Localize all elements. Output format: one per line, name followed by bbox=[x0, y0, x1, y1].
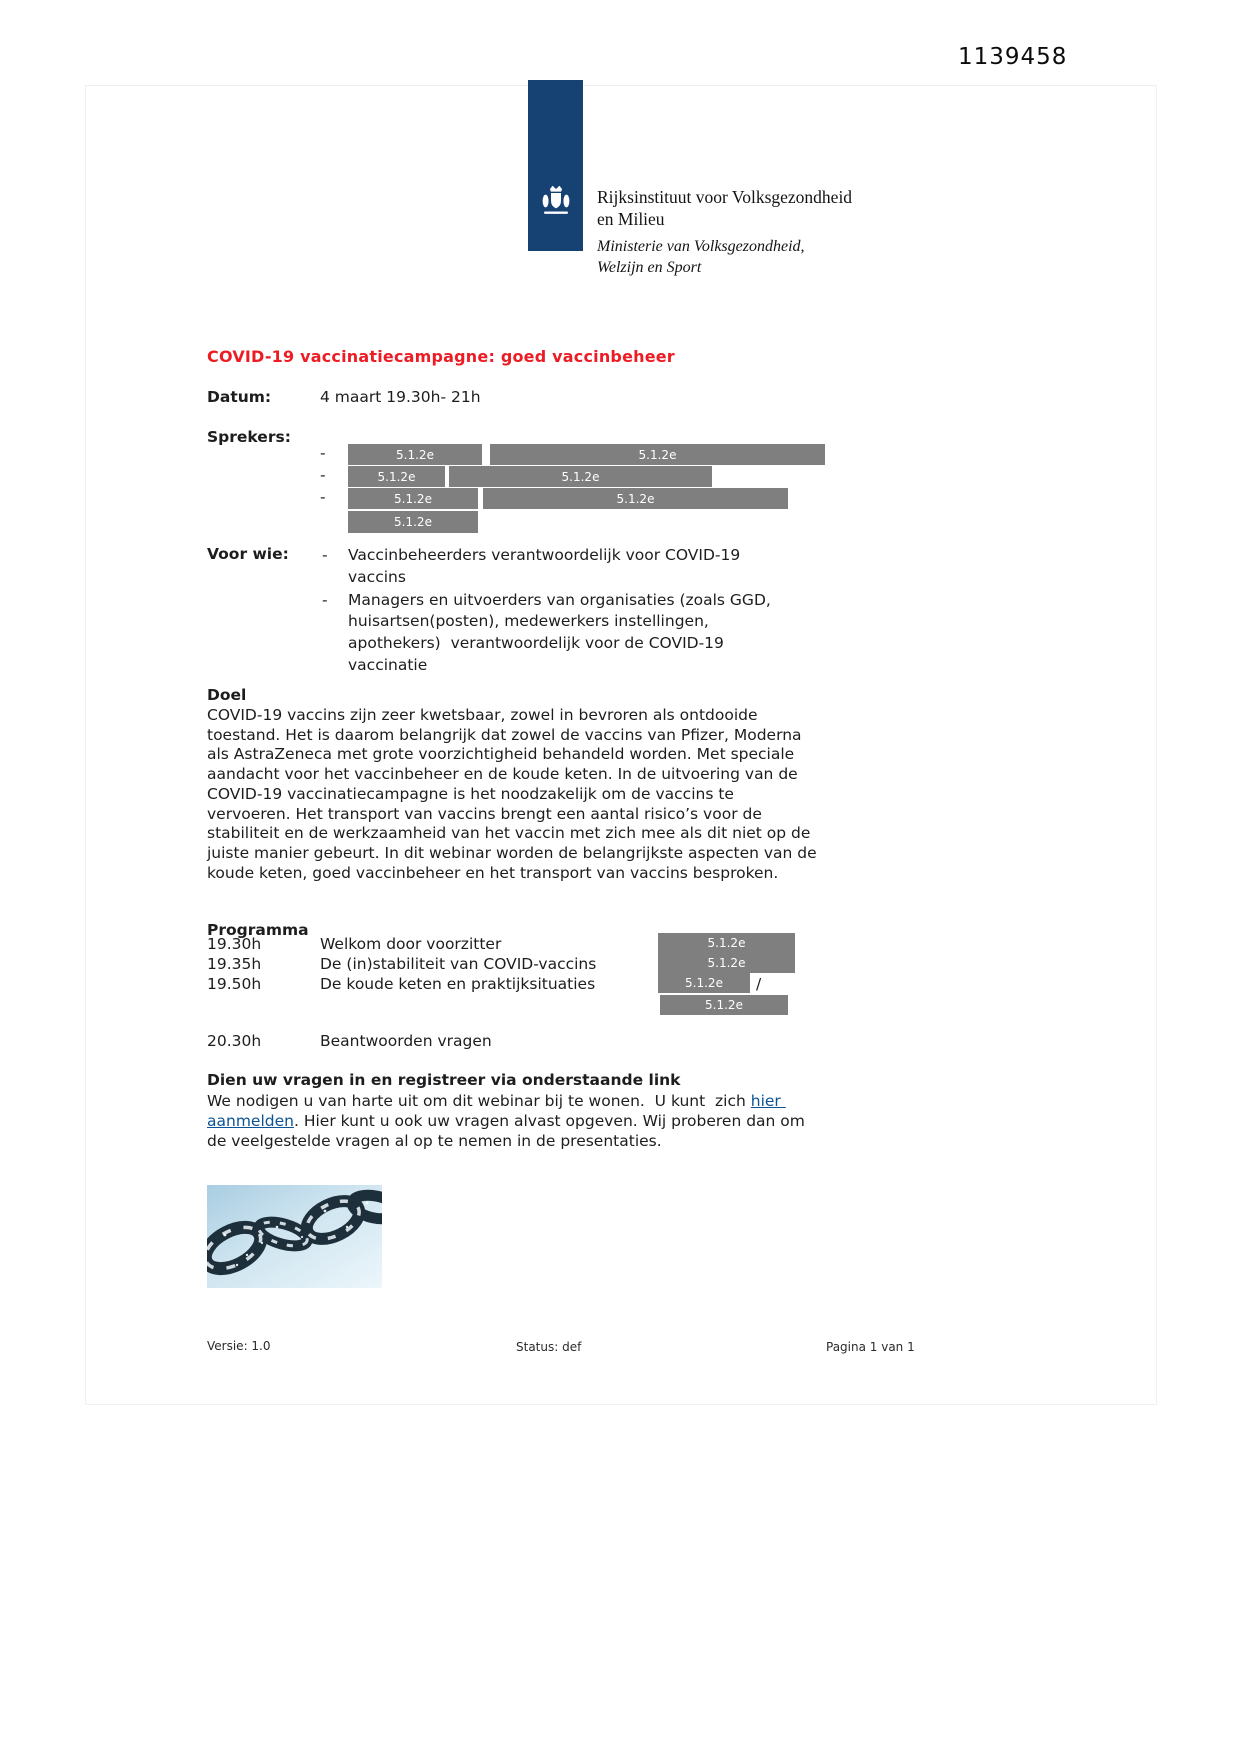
ministry-name bbox=[597, 236, 852, 278]
doel-paragraph: COVID-19 vaccins zijn zeer kwetsbaar, zowel in bevroren als ontdooide toestand. Het is daarom belangrijk dat zowel de vaccins van Pfizer, Moderna als AstraZeneca met grote voorzichtigheid behandeld worden. Met speciale aandacht voor het vaccinbeheer en de koude keten. In de uitvoering van de COVID-19 vaccinatiecampagne is het noodzakelijk om de vaccins te vervoeren. Het transport van vaccins brengt een aantal risico’s voor de stabiliteit en de werkzaamheid van het vaccin met zich mee als dit niet op de juiste manier gebeurt. In dit webinar worden de belangrijkste aspecten van de koude keten, goed vaccinbeheer en het transport van vaccins besproken. bbox=[207, 706, 817, 882]
redacted-presenter: 5.1.2e bbox=[658, 973, 750, 993]
programma-desc: De koude keten en praktijksituaties bbox=[320, 975, 596, 993]
presenter-separator: / bbox=[756, 975, 762, 993]
document-number: 1139458 bbox=[958, 44, 1068, 70]
vragen-text-before: We nodigen u van harte uit om dit webinar bij te wonen. U kunt zich bbox=[207, 1092, 751, 1110]
voorwie-item: - Vaccinbeheerders verantwoordelijk voor COVID-19 vaccins bbox=[320, 545, 798, 589]
redacted-presenter: 5.1.2e bbox=[658, 953, 795, 973]
redacted-speaker-name: 5.1.2e bbox=[348, 511, 478, 533]
programma-time: 20.30h bbox=[207, 1032, 262, 1050]
redacted-speaker-name: 5.1.2e bbox=[348, 444, 482, 465]
voorwie-item: - Managers en uitvoerders van organisaties (zoals GGD, huisartsen(posten), medewerkers instellingen, apothekers) verantwoordelijk voor de COVID-19 vaccinatie bbox=[320, 590, 798, 677]
rijksoverheid-crest-icon bbox=[541, 182, 571, 218]
frozen-chain-photo bbox=[207, 1185, 382, 1288]
bullet-dash: - bbox=[320, 488, 326, 506]
redacted-speaker-role: 5.1.2e bbox=[483, 488, 788, 509]
vragen-paragraph bbox=[207, 1091, 810, 1151]
programma-heading: Programma bbox=[207, 921, 309, 939]
vragen-text-after: . Hier kunt u ook uw vragen alvast opgeven. Wij proberen dan om de veelgestelde vragen al op te nemen in de presentaties. bbox=[207, 1112, 810, 1150]
programma-time: 19.50h bbox=[207, 975, 262, 993]
vragen-heading: Dien uw vragen in en registreer via onderstaande link bbox=[207, 1071, 681, 1089]
redacted-speaker-role: 5.1.2e bbox=[490, 444, 825, 465]
programma-desc: Welkom door voorzitter bbox=[320, 935, 502, 953]
programma-desc: Beantwoorden vragen bbox=[320, 1032, 492, 1050]
redacted-speaker-name: 5.1.2e bbox=[348, 488, 478, 509]
voorwie-label: Voor wie: bbox=[207, 545, 289, 563]
datum-value: 4 maart 19.30h- 21h bbox=[320, 388, 481, 406]
redacted-speaker-name: 5.1.2e bbox=[348, 466, 445, 487]
programma-desc: De (in)stabiliteit van COVID-vaccins bbox=[320, 955, 597, 973]
rivm-logo-bar bbox=[528, 80, 583, 251]
bullet-dash: - bbox=[320, 466, 326, 484]
programma-time: 19.30h bbox=[207, 935, 262, 953]
aanmelden-link[interactable]: hier aanmelden bbox=[207, 1092, 786, 1130]
redacted-speaker-role: 5.1.2e bbox=[449, 466, 712, 487]
footer-versie: Versie: 1.0 bbox=[207, 1339, 271, 1353]
redacted-presenter: 5.1.2e bbox=[658, 933, 795, 953]
footer-pagina: Pagina 1 van 1 bbox=[826, 1340, 915, 1354]
footer-status: Status: def bbox=[516, 1340, 582, 1354]
sprekers-label: Sprekers: bbox=[207, 428, 291, 446]
programma-time: 19.35h bbox=[207, 955, 262, 973]
ministry-line2: Welzijn en Sport bbox=[597, 259, 702, 276]
datum-label: Datum: bbox=[207, 388, 272, 406]
bullet-dash: - bbox=[320, 444, 326, 462]
doel-heading: Doel bbox=[207, 686, 247, 704]
ministry-line1: Ministerie van Volksgezondheid, bbox=[597, 238, 805, 255]
org-name-line1: Rijksinstituut voor Volksgezondheid bbox=[597, 187, 853, 207]
voorwie-list bbox=[320, 545, 798, 678]
org-name-line2: en Milieu bbox=[597, 209, 665, 229]
redacted-presenter: 5.1.2e bbox=[660, 995, 788, 1015]
page-title: COVID-19 vaccinatiecampagne: goed vaccinbeheer bbox=[207, 347, 675, 366]
org-name-block bbox=[597, 186, 852, 278]
